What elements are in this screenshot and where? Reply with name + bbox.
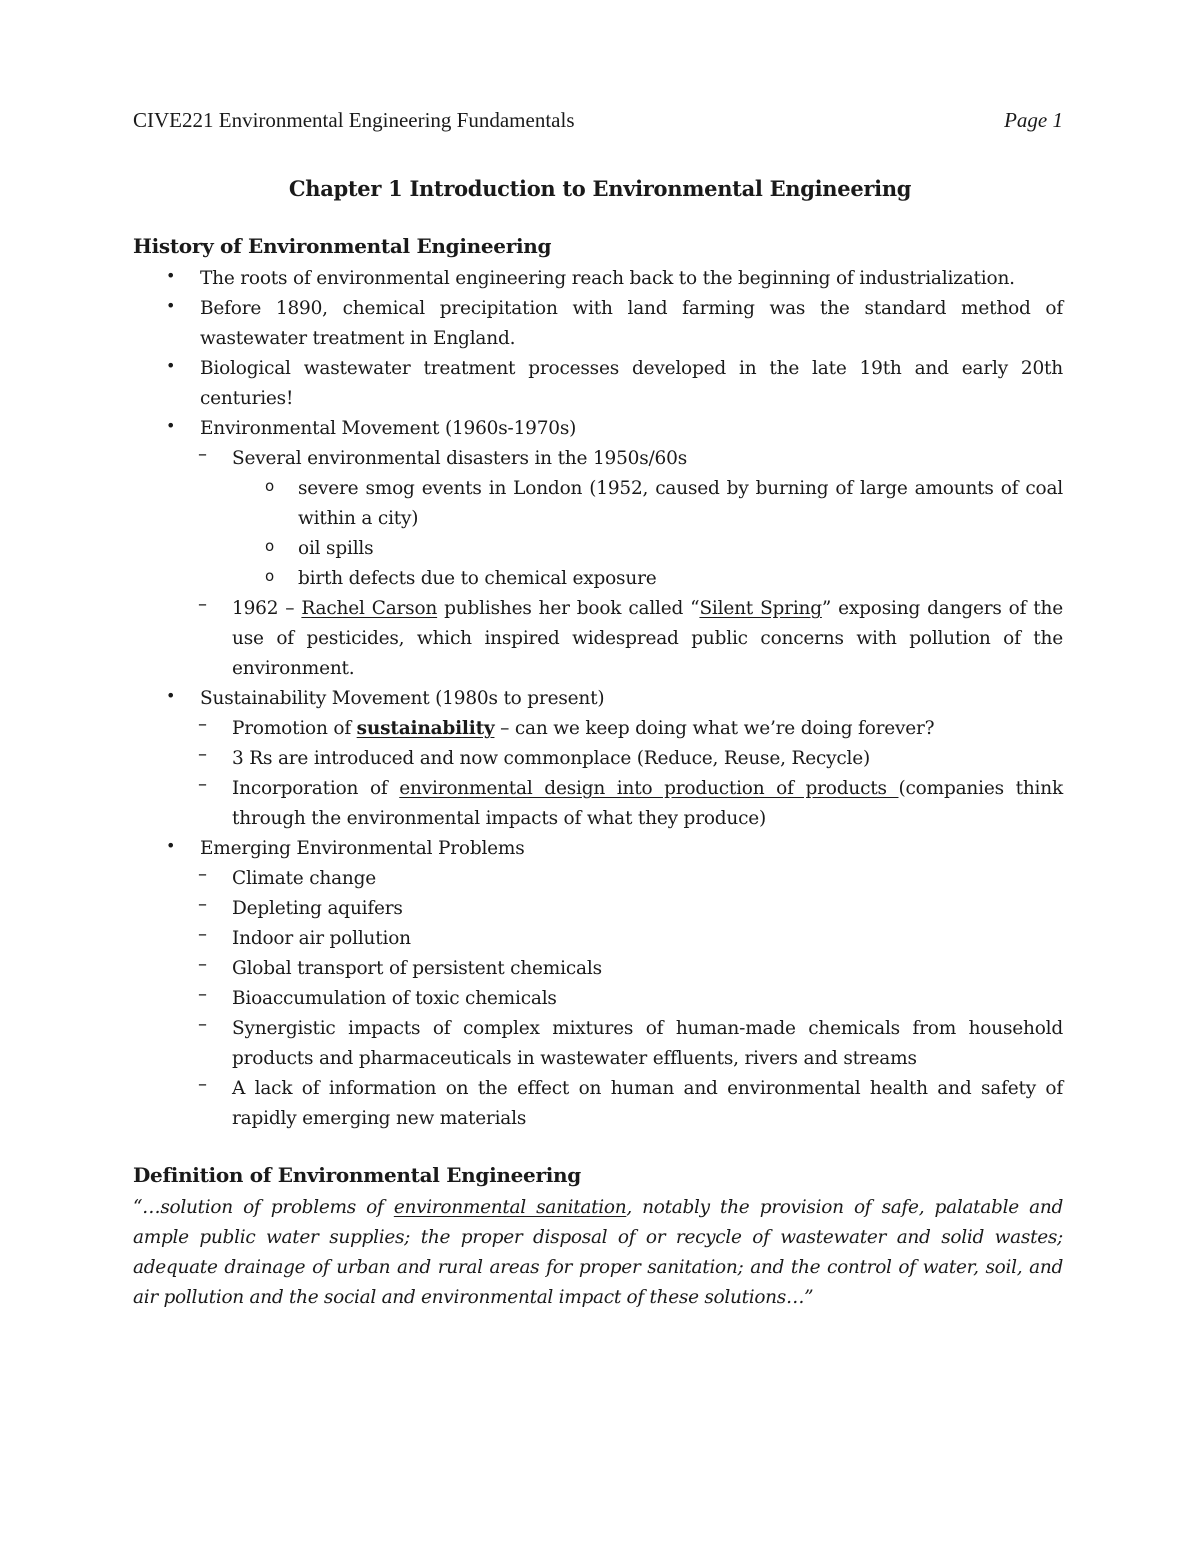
history-bullet-4: Environmental Movement (1960s-1970s) [200, 418, 577, 439]
dash-marker: – [198, 1014, 207, 1035]
bullet-marker: • [166, 356, 176, 375]
text-run: Incorporation of [232, 778, 400, 799]
sub-item-climate-change: Climate change [232, 868, 377, 889]
course-name: CIVE221 Environmental Engineering Fundamentals [133, 108, 575, 132]
silent-spring-title: Silent Spring [699, 598, 822, 619]
chapter-title: Chapter 1 Introduction to Environmental Engineering [288, 176, 912, 201]
sub-item-disasters: Several environmental disasters in the 1950s/60s [232, 448, 687, 469]
dash-marker: – [198, 924, 207, 945]
bullet-marker: • [166, 836, 176, 855]
dash-marker: – [198, 1074, 207, 1095]
sub-sub-item-smog: severe smog events in London (1952, caused by burning of large amounts of coal within a city) [298, 478, 1063, 529]
dash-marker: – [198, 714, 207, 735]
sub-item-global-transport: Global transport of persistent chemicals [232, 958, 602, 979]
text-run: – can we keep doing what we’re doing forever? [494, 718, 935, 739]
history-bullet-2: Before 1890, chemical precipitation with land farming was the standard method of wastewater treatment in England. [200, 298, 1063, 349]
page-number: Page 1 [1004, 108, 1063, 132]
bullet-marker: • [166, 266, 176, 285]
dash-marker: – [198, 864, 207, 885]
text-run: (companies think through the environmental impacts of what they produce) [232, 778, 1064, 829]
bullet-marker: • [166, 416, 176, 435]
text-run: ” exposing dangers of the use of pesticides, which inspired widespread public concerns with pollution of the environment. [232, 598, 1063, 679]
sub-item-bioaccumulation: Bioaccumulation of toxic chemicals [232, 988, 557, 1009]
sub-sub-item-oil-spills: oil spills [298, 538, 374, 559]
sub-sub-item-birth-defects: birth defects due to chemical exposure [298, 568, 657, 589]
sub-item-aquifers: Depleting aquifers [232, 898, 403, 919]
dash-marker: – [198, 744, 207, 765]
history-bullet-1: The roots of environmental engineering reach back to the beginning of industrialization. [200, 268, 1015, 289]
text-run: 1962 – [232, 598, 302, 619]
history-bullet-5: Sustainability Movement (1980s to present) [200, 688, 605, 709]
definition-heading: Definition of Environmental Engineering [133, 1163, 581, 1187]
circle-marker: o [265, 567, 275, 585]
history-heading: History of Environmental Engineering [133, 234, 552, 258]
dash-marker: – [198, 594, 207, 615]
definition-quote [133, 1193, 1063, 1313]
bullet-marker: • [166, 296, 176, 315]
text-run: “…solution of problems of [133, 1197, 394, 1218]
dash-marker: – [198, 984, 207, 1005]
sub-item-indoor-air: Indoor air pollution [232, 928, 411, 949]
rachel-carson-name: Rachel Carson [301, 598, 438, 619]
sub-item-synergistic-impacts: Synergistic impacts of complex mixtures of human-made chemicals from household products and pharmaceuticals in wastewater effluents, rivers and streams [232, 1018, 1063, 1069]
history-bullet-3: Biological wastewater treatment processes developed in the late 19th and early 20th centuries! [200, 358, 1063, 409]
sustainability-term: sustainability [356, 718, 495, 739]
sub-item-silent-spring [232, 594, 1063, 684]
sub-item-sustainability [232, 714, 1063, 744]
dash-marker: – [198, 954, 207, 975]
environmental-sanitation-phrase: environmental sanitation [393, 1197, 627, 1218]
circle-marker: o [265, 537, 275, 555]
dash-marker: – [198, 774, 207, 795]
history-bullet-6: Emerging Environmental Problems [200, 838, 525, 859]
sub-item-3rs: 3 Rs are introduced and now commonplace (Reduce, Reuse, Recycle) [232, 748, 870, 769]
text-run: , notably the provision of safe, palatable and ample public water supplies; the proper disposal of or recycle of wastewater and solid wastes; adequate drainage of urban and rural areas for proper sanitation; and the control of water, soil, and air pollution and the social and environmental impact of these solutions…” [133, 1197, 1063, 1308]
text-run: Promotion of [232, 718, 357, 739]
text-run: publishes her book called “ [437, 598, 700, 619]
bullet-marker: • [166, 686, 176, 705]
environmental-design-phrase: environmental design into production of products [399, 778, 899, 799]
dash-marker: – [198, 444, 207, 465]
sub-item-environmental-design [232, 774, 1063, 834]
sub-item-new-materials: A lack of information on the effect on human and environmental health and safety of rapidly emerging new materials [232, 1078, 1063, 1129]
dash-marker: – [198, 894, 207, 915]
circle-marker: o [265, 477, 275, 495]
